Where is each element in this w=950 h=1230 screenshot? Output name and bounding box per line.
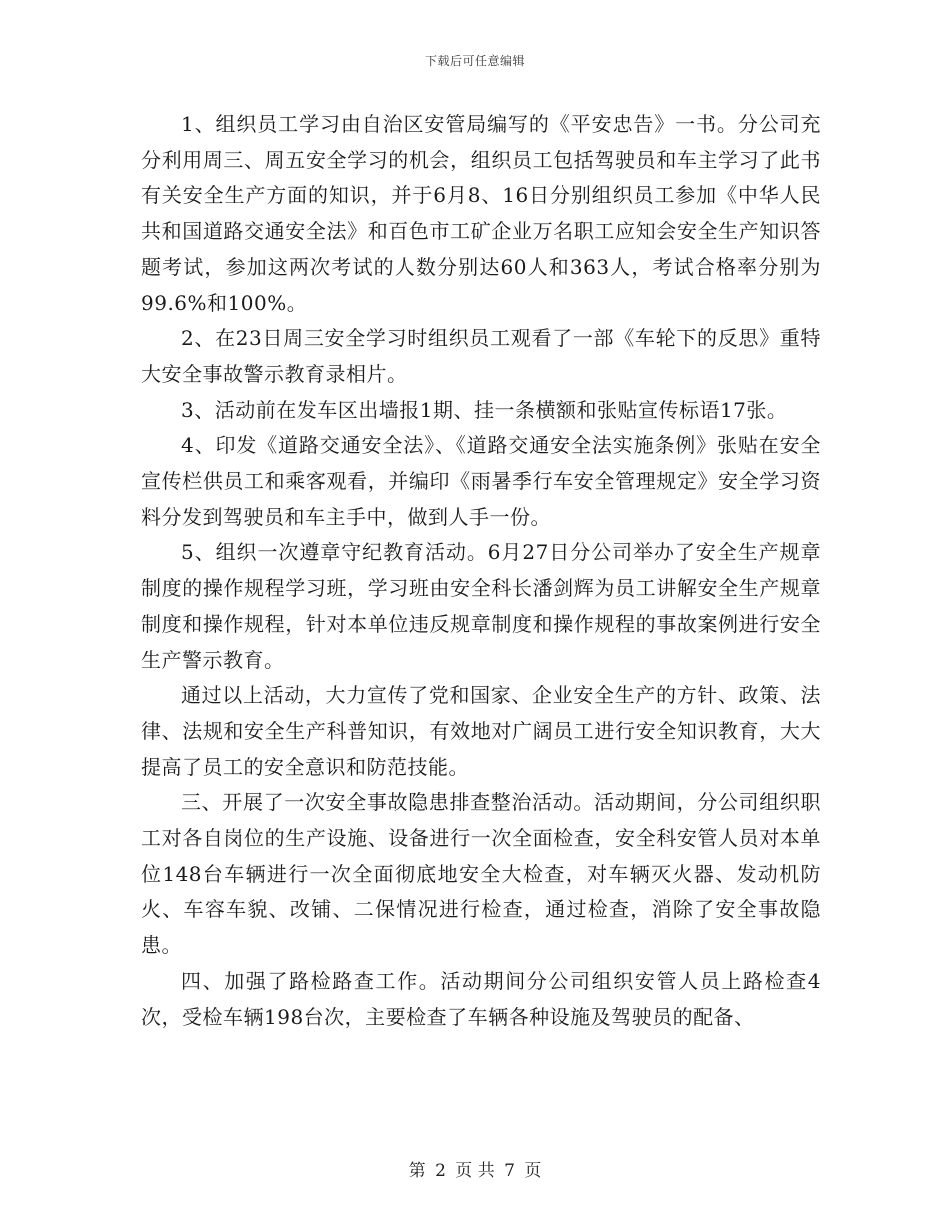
paragraph-section-four: 四、加强了路检路查工作。活动期间分公司组织安管人员上路检查4次，受检车辆198台次，主要检查了车辆各种设施及驾驶员的配备、 bbox=[141, 968, 821, 1029]
paragraph-item-4: 4、印发《道路交通安全法》、《道路交通安全法实施条例》张贴在安全宣传栏供员工和乘客观看，并编印《雨暑季行车安全管理规定》安全学习资料分发到驾驶员和车主手中，做到人手一份。 bbox=[141, 433, 821, 529]
footer-suffix: 页 bbox=[524, 1161, 542, 1181]
paragraph-item-1: 1、组织员工学习由自治区安管局编写的《平安忠告》一书。分公司充分利用周三、周五安全学习的机会，组织员工包括驾驶员和车主学习了此书有关安全生产方面的知识，并于6月8、16日分别组织员工参加《中华人民共和国道路交通安全法》和百色市工矿企业万名职工应知会安全生产知识答题考试，参加这两次考试的人数分别达60人和363人，考试合格率分别为99.6%和100%。 bbox=[141, 112, 821, 315]
page-header-note: 下载后可任意编辑 bbox=[424, 54, 525, 68]
footer-middle: 页 共 bbox=[455, 1161, 495, 1181]
footer-prefix: 第 bbox=[408, 1161, 426, 1181]
document-body bbox=[141, 107, 821, 1035]
paragraph-section-three: 三、开展了一次安全事故隐患排查整治活动。活动期间，分公司组织职工对各自岗位的生产设施、设备进行一次全面检查，安全科安管人员对本单位148台车辆进行一次全面彻底地安全大检查，对车辆灭火器、发动机防火、车容车貌、改铺、二保情况进行检查，通过检查，消除了安全事故隐患。 bbox=[141, 790, 821, 958]
paragraph-item-2: 2、在23日周三安全学习时组织员工观看了一部《车轮下的反思》重特大安全事故警示教育录相片。 bbox=[141, 326, 821, 386]
paragraph-summary: 通过以上活动，大力宣传了党和国家、企业安全生产的方针、政策、法律、法规和安全生产科普知识，有效地对广阔员工进行安全知识教育，大大提高了员工的安全意识和防范技能。 bbox=[141, 683, 821, 779]
paragraph-item-5: 5、组织一次遵章守纪教育活动。6月27日分公司举办了安全生产规章制度的操作规程学习班，学习班由安全科长潘剑辉为员工讲解安全生产规章制度和操作规程，针对本单位违反规章制度和操作规程的事故案例进行安全生产警示教育。 bbox=[141, 540, 821, 672]
footer-total-pages: 7 bbox=[504, 1161, 515, 1181]
paragraph-item-3: 3、活动前在发车区出墙报1期、挂一条横额和张贴宣传标语17张。 bbox=[181, 397, 788, 422]
footer-current-page: 2 bbox=[435, 1161, 446, 1181]
page-number-footer bbox=[0, 1156, 950, 1181]
